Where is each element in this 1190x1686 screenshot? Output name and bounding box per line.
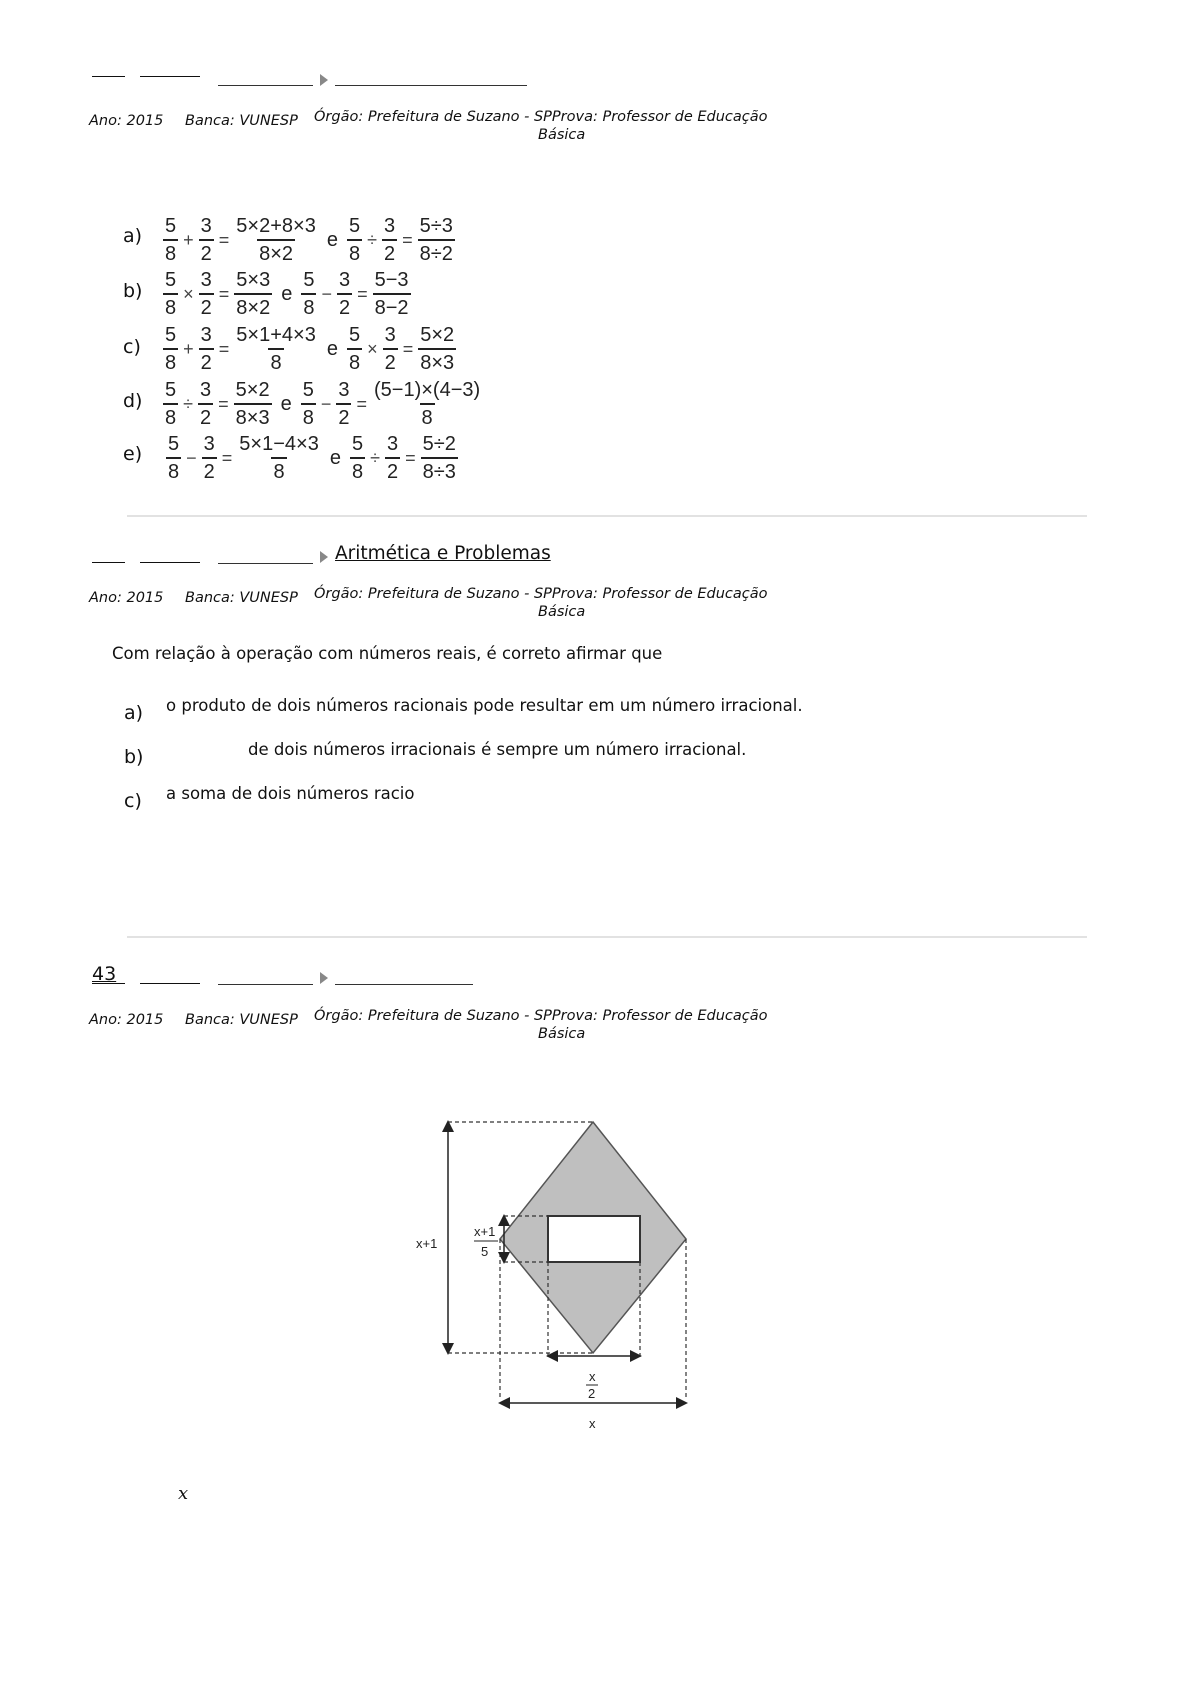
fraction: $\frac{5}{8}$ <box>351 433 364 483</box>
fraction: $\frac{5\times 1+4\times 3}{8}$ <box>236 324 316 374</box>
question-separator <box>127 936 1087 938</box>
inner-rectangle <box>548 1216 640 1262</box>
meta-organ: Órgão: Prefeitura de Suzano - SPProva: Professor de Educação <box>314 109 768 125</box>
fraction: $\frac{(5-1)\times(4-3)}{8}$ <box>374 379 481 429</box>
topic-link[interactable]: Aritmética e Problemas <box>335 543 551 564</box>
fraction: $\frac{5}{8}$ <box>165 269 177 319</box>
option-letter[interactable]: e) <box>123 443 143 465</box>
subject-link-placeholder[interactable] <box>218 984 313 985</box>
option-b-expression[interactable]: $\frac{5}{8}$ × $\frac{3}{2}$ = $\frac{5\times 3}{8\times 2}$ e $\frac{5}{8}$ − $\frac{3}{2}$ = $\frac{5-3}{8-2}$ <box>165 269 409 319</box>
meta-year: Ano: 2015 <box>89 113 164 129</box>
label-width: x <box>589 1416 596 1431</box>
meta-board: Banca: VUNESP <box>185 590 298 606</box>
fraction: $\frac{5}{8}$ <box>348 215 361 265</box>
question-id-placeholder[interactable] <box>140 76 200 77</box>
topic-link-placeholder[interactable] <box>335 984 473 985</box>
meta-organ: Órgão: Prefeitura de Suzano - SPProva: Professor de Educação <box>314 1008 768 1024</box>
question-number-underline <box>92 983 125 984</box>
option-c-expression[interactable]: $\frac{5}{8}$ + $\frac{3}{2}$ = $\frac{5\times 1+4\times 3}{8}$ e $\frac{5}{8}$ × $\frac{3}{2}$ = $\frac{5\times 2}{8\times 3}$ <box>165 324 455 374</box>
question-statement: Com relação à operação com números reais, é correto afirmar que <box>112 644 663 663</box>
meta-year: Ano: 2015 <box>89 590 164 606</box>
breadcrumb-arrow-icon <box>320 551 328 563</box>
option-b-text[interactable]: de dois números irracionais é sempre um número irracional. <box>248 740 747 759</box>
fraction: $\frac{5}{8}$ <box>165 379 177 429</box>
fraction: $\frac{3}{2}$ <box>200 324 212 374</box>
label-half-num: x <box>589 1369 596 1384</box>
fraction: $\frac{5-3}{8-2}$ <box>374 269 409 319</box>
label-half-den: 2 <box>588 1386 596 1401</box>
question-number-placeholder[interactable] <box>92 76 125 77</box>
fraction: $\frac{3}{2}$ <box>200 379 212 429</box>
label-inner-den: 5 <box>481 1244 489 1259</box>
question-id-placeholder[interactable] <box>140 983 200 984</box>
meta-year: Ano: 2015 <box>89 1012 164 1028</box>
fraction: $\frac{5\times 1-4\times 3}{8}$ <box>239 433 319 483</box>
fraction: $\frac{3}{2}$ <box>338 379 350 429</box>
fraction: $\frac{5}{8}$ <box>168 433 180 483</box>
fraction: $\frac{3}{2}$ <box>384 324 396 374</box>
fraction: $\frac{5\times 2}{8\times 3}$ <box>420 324 455 374</box>
topic-link-placeholder[interactable] <box>335 85 527 86</box>
option-a-text[interactable]: o produto de dois números racionais pode resultar em um número irracional. <box>166 696 803 715</box>
subject-link-placeholder[interactable] <box>218 85 313 86</box>
option-c-text[interactable]: a soma de dois números racio <box>166 784 415 803</box>
option-letter[interactable]: b) <box>123 280 143 302</box>
question-number-placeholder[interactable] <box>92 562 125 563</box>
label-inner-num: x+1 <box>474 1224 496 1239</box>
option-d-expression[interactable]: $\frac{5}{8}$ ÷ $\frac{3}{2}$ = $\frac{5\times 2}{8\times 3}$ e $\frac{5}{8}$ − $\frac{3}{2}$ = $\frac{(5-1)\times(4-3)}{8}$ <box>165 379 481 429</box>
footer-variable: x <box>178 1483 189 1504</box>
option-letter[interactable]: a) <box>123 225 143 247</box>
fraction: $\frac{5\div 3}{8\div 2}$ <box>419 215 453 265</box>
fraction: $\frac{5}{8}$ <box>165 215 177 265</box>
label-height: x+1 <box>416 1236 438 1251</box>
breadcrumb-arrow-icon <box>320 972 328 984</box>
fraction: $\frac{5}{8}$ <box>348 324 361 374</box>
option-letter[interactable]: b) <box>124 746 144 768</box>
option-letter[interactable]: a) <box>124 702 144 724</box>
question-separator <box>127 515 1087 517</box>
fraction: $\frac{5\times 2}{8\times 3}$ <box>235 379 270 429</box>
question-number[interactable]: 43 <box>92 963 117 985</box>
fraction: $\frac{3}{2}$ <box>338 269 351 319</box>
fraction: $\frac{5\div 2}{8\div 3}$ <box>422 433 456 483</box>
meta-board: Banca: VUNESP <box>185 113 298 129</box>
option-letter[interactable]: c) <box>123 336 141 358</box>
fraction: $\frac{5}{8}$ <box>165 324 177 374</box>
option-e-expression[interactable]: $\frac{5}{8}$ − $\frac{3}{2}$ = $\frac{5\times 1-4\times 3}{8}$ e $\frac{5}{8}$ ÷ $\frac{3}{2}$ = $\frac{5\div 2}{8\div 3}$ <box>168 433 456 483</box>
option-letter[interactable]: c) <box>124 790 142 812</box>
meta-board: Banca: VUNESP <box>185 1012 298 1028</box>
fraction: $\frac{3}{2}$ <box>383 215 396 265</box>
option-a-expression[interactable]: $\frac{5}{8}$ + $\frac{3}{2}$ = $\frac{5\times 2+8\times 3}{8\times 2}$ e $\frac{5}{8}$ ÷ $\frac{3}{2}$ = $\frac{5\div 3}{8\div 2}$ <box>165 215 453 265</box>
fraction: $\frac{5\times 2+8\times 3}{8\times 2}$ <box>236 215 316 265</box>
question-id-placeholder[interactable] <box>140 562 200 563</box>
fraction: $\frac{5}{8}$ <box>303 269 315 319</box>
breadcrumb-arrow-icon <box>320 74 328 86</box>
meta-organ: Órgão: Prefeitura de Suzano - SPProva: Professor de Educação <box>314 586 768 602</box>
fraction: $\frac{5}{8}$ <box>302 379 314 429</box>
fraction: $\frac{3}{2}$ <box>200 215 212 265</box>
option-letter[interactable]: d) <box>123 390 143 412</box>
geometry-figure <box>400 1110 710 1440</box>
meta-organ-cont: Básica <box>538 1026 586 1042</box>
meta-organ-cont: Básica <box>538 127 586 143</box>
meta-organ-cont: Básica <box>538 604 586 620</box>
subject-link-placeholder[interactable] <box>218 563 313 564</box>
fraction: $\frac{3}{2}$ <box>386 433 399 483</box>
fraction: $\frac{3}{2}$ <box>200 269 212 319</box>
fraction: $\frac{3}{2}$ <box>203 433 215 483</box>
fraction: $\frac{5\times 3}{8\times 2}$ <box>236 269 271 319</box>
